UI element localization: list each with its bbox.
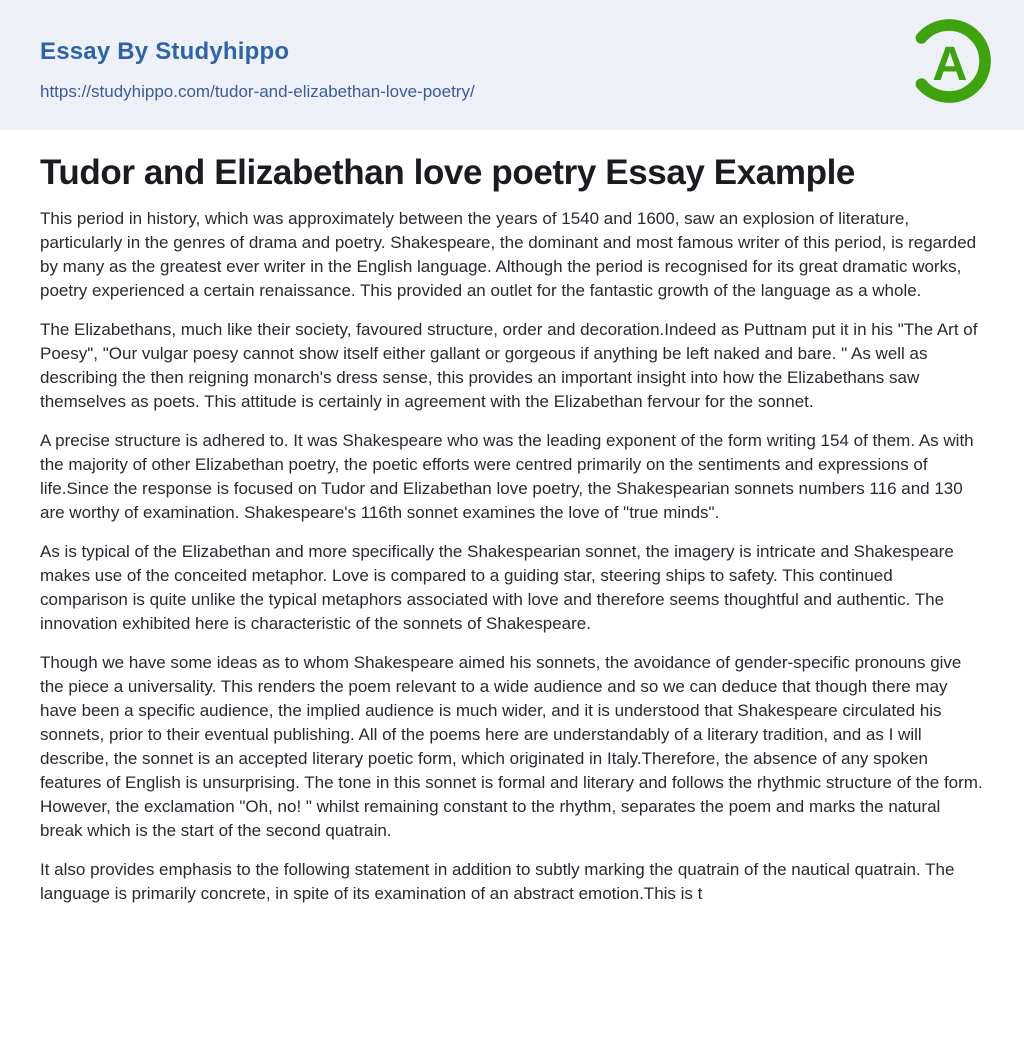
essay-title: Tudor and Elizabethan love poetry Essay Example xyxy=(40,153,855,192)
page-header xyxy=(0,0,1024,130)
logo-arc-icon xyxy=(904,16,994,106)
essay-paragraph: The Elizabethans, much like their society, favoured structure, order and decoration.Indeed as Puttnam put it in his "The Art of Poesy", "Our vulgar poesy cannot show itself either gallant or gorgeous if anything be left naked and bare. " As well as describing the then reigning monarch's dress sense, this provides an important insight into how the Elizabethans saw themselves as poets. This attitude is certainly in agreement with the Elizabethan fervour for the sonnet. xyxy=(40,320,978,411)
header-title: Essay By Studyhippo xyxy=(40,38,290,65)
essay-paragraph: Though we have some ideas as to whom Shakespeare aimed his sonnets, the avoidance of gender-specific pronouns give the piece a universality. This renders the poem relevant to a wide audience and so we can deduce that though there may have been a specific audience, the implied audience is much wider, and it is understood that Shakespeare circulated his sonnets, prior to their eventual publishing. All of the poems here are understandably of a literary tradition, and as I will describe, the sonnet is an accepted literary poetic form, which originated in Italy.Therefore, the absence of any spoken features of English is unsurprising. The tone in this sonnet is formal and literary and follows the rhythmic structure of the form. However, the exclamation "Oh, no! " whilst remaining constant to the rhythm, separates the poem and marks the natural break which is the start of the second quatrain. xyxy=(40,653,983,840)
studyhippo-logo xyxy=(904,16,994,106)
essay-paragraph: As is typical of the Elizabethan and more specifically the Shakespearian sonnet, the imagery is intricate and Shakespeare makes use of the conceited metaphor. Love is compared to a guiding star, steering ships to safety. This continued comparison is quite unlike the typical metaphors associated with love and therefore seems thoughtful and authentic. The innovation exhibited here is characteristic of the sonnets of Shakespeare. xyxy=(40,542,954,633)
logo-letter: A xyxy=(932,36,968,91)
essay-content xyxy=(0,130,1024,906)
essay-paragraph: It also provides emphasis to the following statement in addition to subtly marking the quatrain of the nautical quatrain. The language is primarily concrete, in spite of its examination of an abstract emotion.This is t xyxy=(40,860,955,903)
essay-paragraph: A precise structure is adhered to. It was Shakespeare who was the leading exponent of the form writing 154 of them. As with the majority of other Elizabethan poetry, the poetic efforts were centred primarily on the sentiments and expressions of life.Since the response is focused on Tudor and Elizabethan love poetry, the Shakespearian sonnets numbers 116 and 130 are worthy of examination. Shakespeare's 116th sonnet examines the love of "true minds". xyxy=(40,431,974,522)
essay-body xyxy=(40,207,984,906)
essay-paragraph: This period in history, which was approximately between the years of 1540 and 1600, saw an explosion of literature, particularly in the genres of drama and poetry. Shakespeare, the dominant and most famous writer of this period, is regarded by many as the greatest ever writer in the English language. Although the period is recognised for its great dramatic works, poetry experienced a certain renaissance. This provided an outlet for the fantastic growth of the language as a whole. xyxy=(40,209,977,300)
source-url-link[interactable]: https://studyhippo.com/tudor-and-elizabethan-love-poetry/ xyxy=(40,82,475,101)
